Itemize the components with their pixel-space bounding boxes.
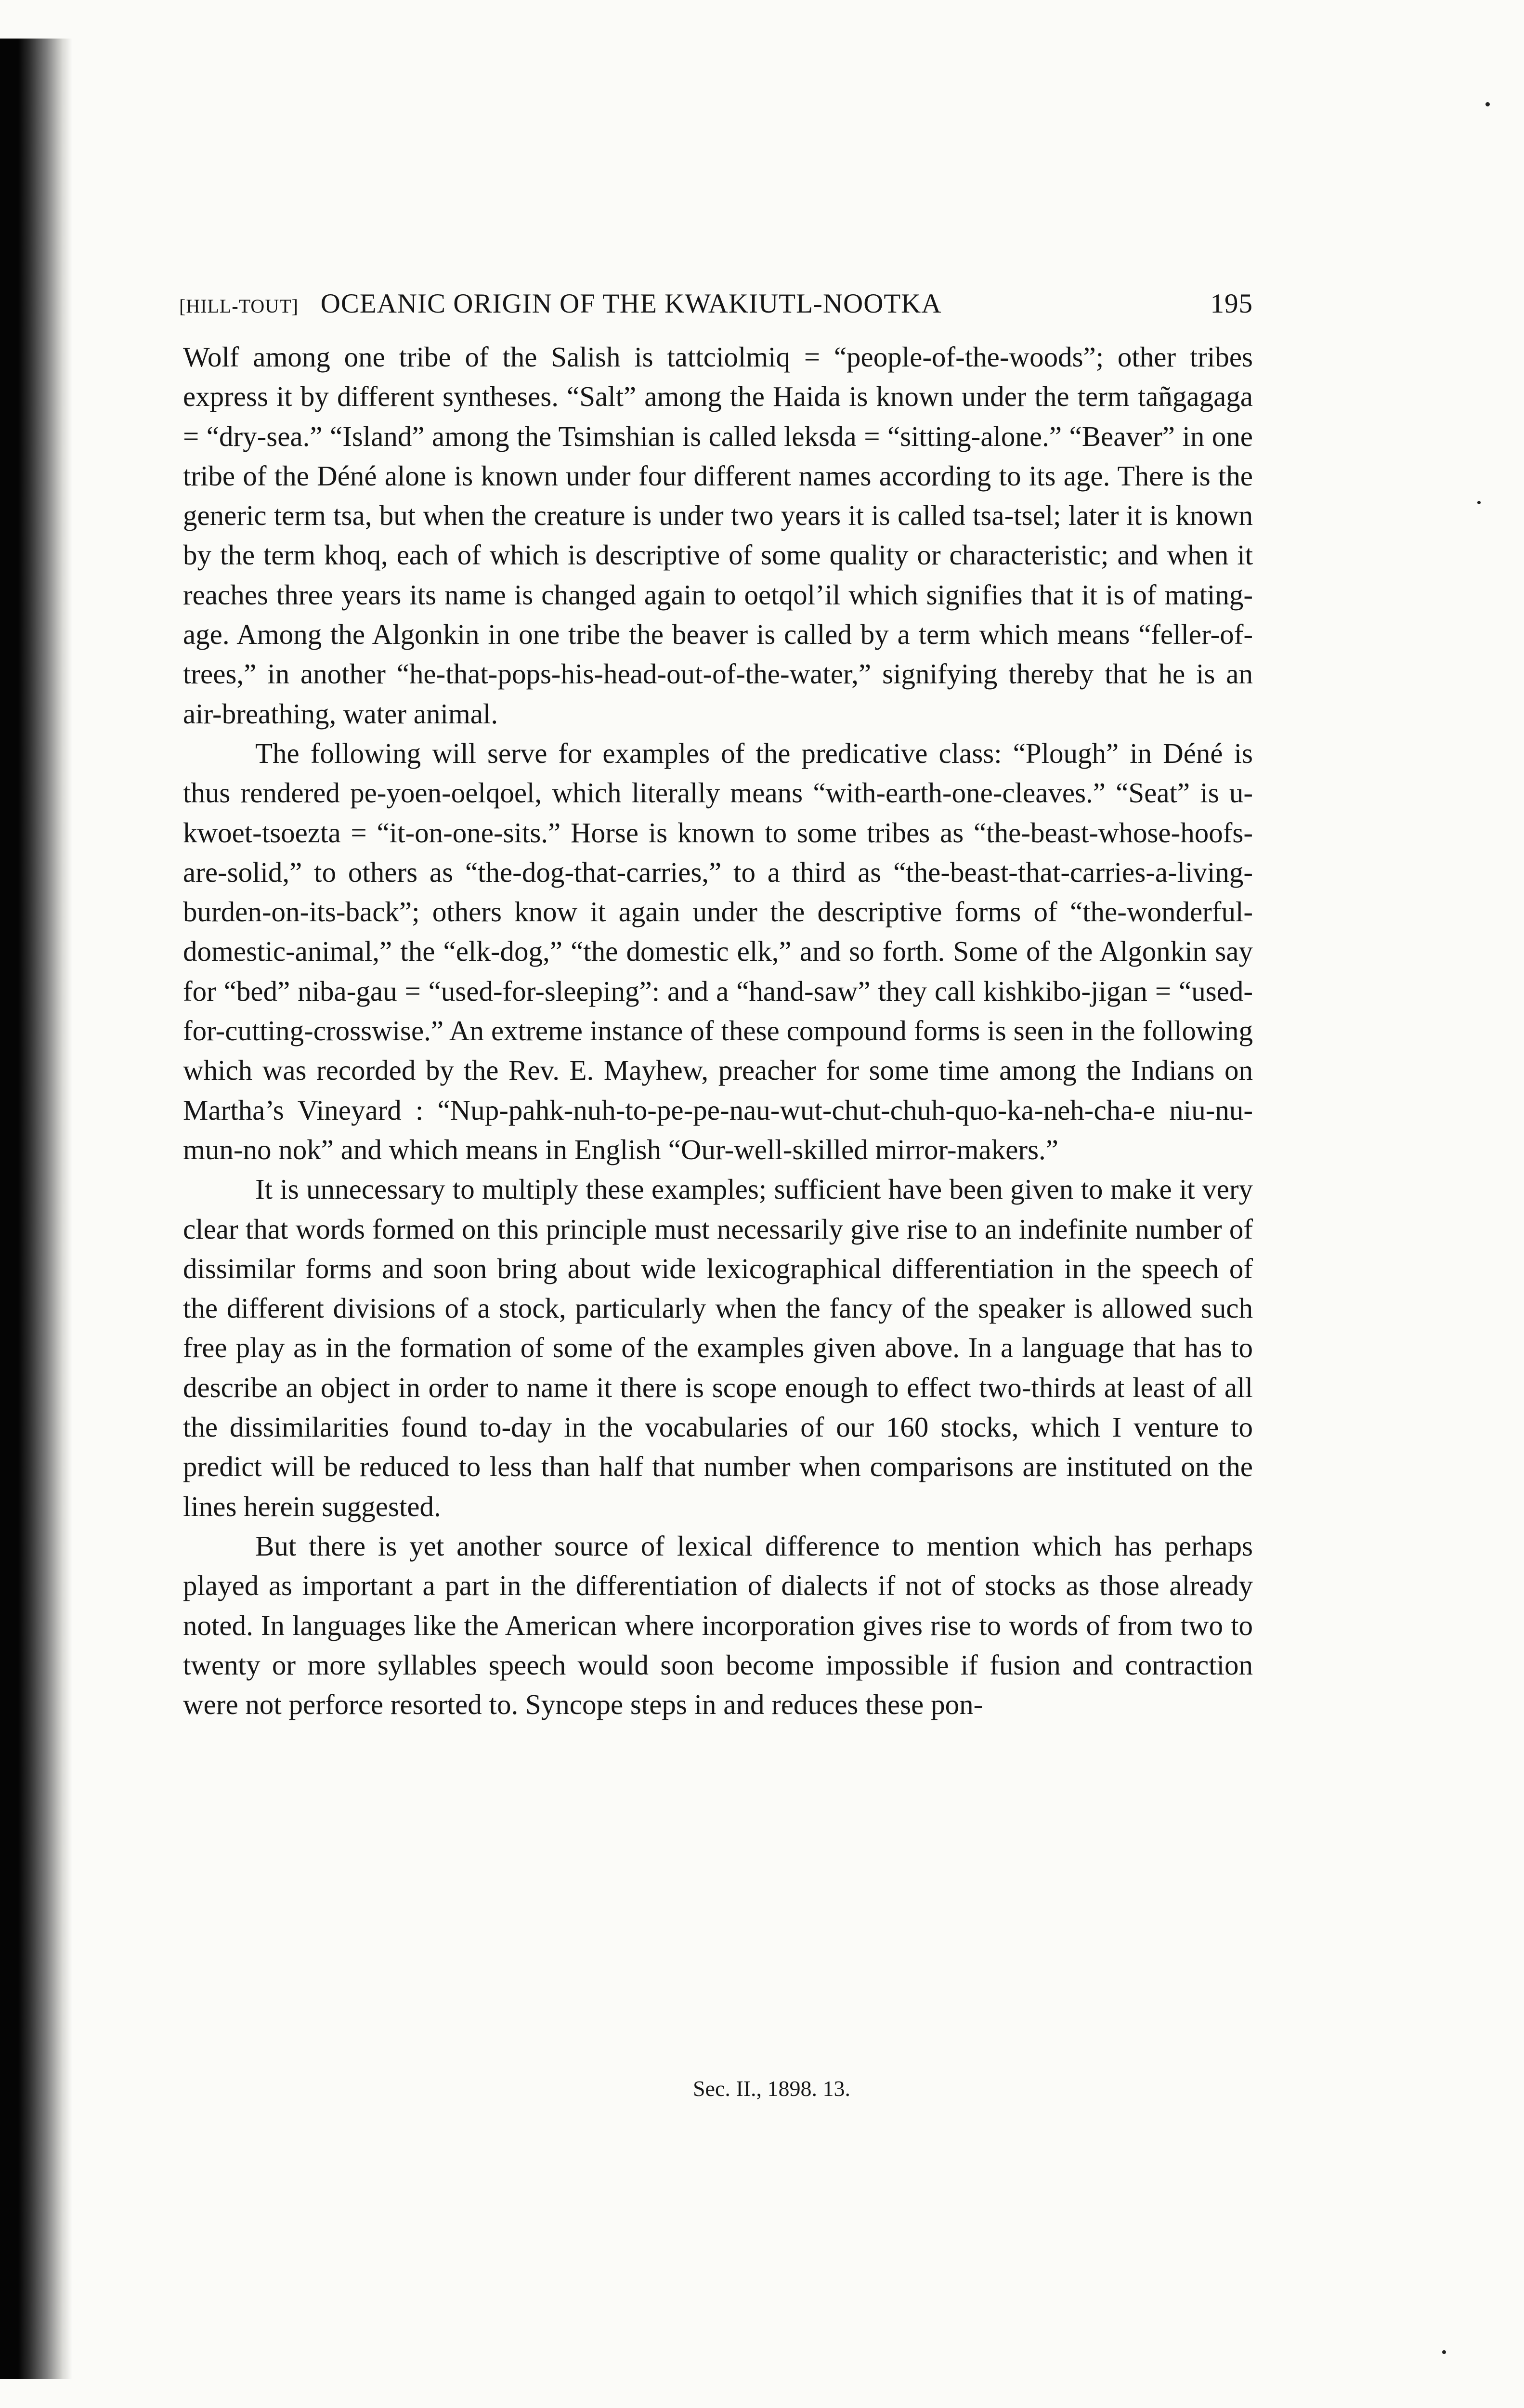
scan-speck bbox=[1485, 102, 1490, 106]
chapter-title: OCEANIC ORIGIN OF THE KWAKIUTL-NOOTKA bbox=[320, 288, 942, 319]
body-text bbox=[183, 337, 1253, 1724]
author-tag: [HILL-TOUT] bbox=[179, 295, 299, 317]
binding-edge bbox=[0, 39, 72, 2379]
running-head bbox=[179, 288, 942, 319]
paragraph: It is unnecessary to multiply these examples; sufficient have been given to make it very clear that words formed on this principle must necessarily give rise to an indefinite number of dissimilar forms and soon bring about wide lexicographical differentiation in the speech of the different divisions of a stock, particularly when the fancy of the speaker is allowed such free play as in the formation of some of the examples given above. In a language that has to describe an object in order to name it there is scope enough to effect two-thirds at least of all the dissimilarities found to-day in the vocabularies of our 160 stocks, which I venture to predict will be reduced to less than half that number when comparisons are instituted on the lines herein suggested. bbox=[183, 1173, 1253, 1522]
scan-speck bbox=[1477, 501, 1481, 504]
paragraph: Wolf among one tribe of the Salish is tattciolmiq = “people-of-the-woods”; other tribes express it by different syntheses. “Salt” among the Haida is known under the term tañgagaga = “dry-sea.” “Island” among the Tsimshian is called leksda = “sitting-alone.” “Beaver” in one tribe of the Déné alone is known under four different names according to its age. There is the generic term tsa, but when the creature is under two years it is called tsa-tsel; later it is known by the term khoq, each of which is descriptive of some quality or characteristic; and when it reaches three years its name is changed again to oetqol’il which signifies that it is of mating-age. Among the Algonkin in one tribe the beaver is called by a term which means “feller-of-trees,” in another “he-that-pops-his-head-out-of-the-water,” signifying thereby that he is an air-breathing, water animal. bbox=[183, 341, 1253, 730]
scan-speck bbox=[1442, 2350, 1446, 2354]
paragraph: The following will serve for examples of the predicative class: “Plough” in Déné is thus rendered pe-yoen-oelqoel, which literally means “with-earth-one-cleaves.” “Seat” is u-kwoet-tsoezta = “it-on-one-sits.” Horse is known to some tribes as “the-beast-whose-hoofs-are-solid,” to others as “the-dog-that-carries,” to a third as “the-beast-that-carries-a-living-burden-on-its-back”; others know it again under the descriptive forms of “the-wonderful-domestic-animal,” the “elk-dog,” “the domestic elk,” and so forth. Some of the Algonkin say for “bed” niba-gau = “used-for-sleeping”: and a “hand-saw” they call kishkibo-jigan = “used-for-cutting-crosswise.” An extreme instance of these compound forms is seen in the following which was recorded by the Rev. E. Mayhew, preacher for some time among the Indians on Martha’s Vineyard : “Nup-pahk-nuh-to-pe-pe-nau-wut-chut-chuh-quo-ka-neh-cha-e niu-nu-mun-no nok” and which means in English “Our-well-skilled mirror-makers.” bbox=[183, 737, 1253, 1165]
page-header bbox=[179, 288, 1253, 331]
signature-mark: Sec. II., 1898. 13. bbox=[692, 2076, 851, 2101]
page-number: 195 bbox=[1210, 288, 1253, 319]
paragraph: But there is yet another source of lexical difference to mention which has perhaps played as important a part in the differentiation of dialects if not of stocks as those already noted. In languages like the American where incorporation gives rise to words of from two to twenty or more syllables speech would soon become impossible if fusion and contraction were not perforce resorted to. Syncope steps in and reduces these pon- bbox=[183, 1530, 1253, 1721]
